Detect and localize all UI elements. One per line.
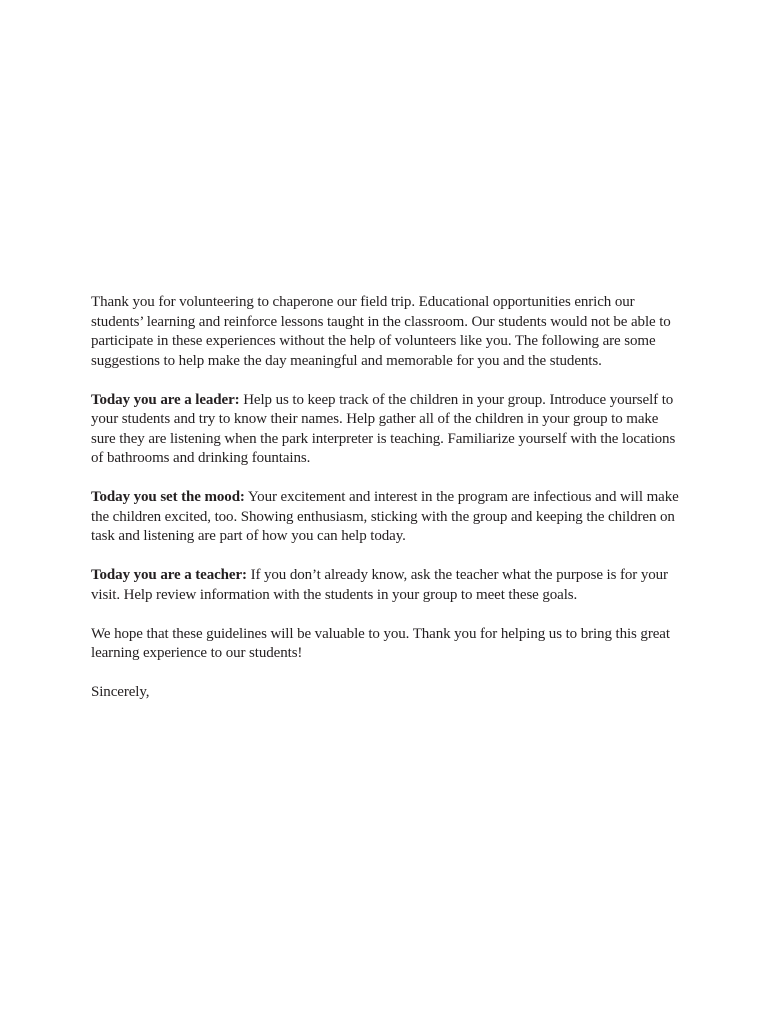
leader-text: Help us to keep track of the children in your group. Introduce yourself to your students and try to know their names. Help gather all of the children in your group to make sure they are listening when the park interpreter is teaching. Familiarize yourself with the locations of bathrooms and drinking fountains. (91, 391, 676, 466)
mood-paragraph (91, 488, 681, 547)
signoff: Sincerely, (91, 684, 150, 700)
intro-paragraph: Thank you for volunteering to chaperone our field trip. Educational opportunities enrich our students’ learning and reinforce lessons taught in the classroom. Our students would not be able to participate in these experiences without the help of volunteers like you. The following are some suggestions to help make the day meaningful and memorable for you and the students. (91, 294, 671, 369)
mood-heading: Today you set the mood: (91, 489, 245, 505)
mood-text: Your excitement and interest in the program are infectious and will make the children excited, too. Showing enthusiasm, sticking with the group and keeping the children on task and listening are part of how you can help today. (91, 489, 679, 544)
teacher-paragraph (91, 566, 681, 605)
teacher-text: If you don’t already know, ask the teacher what the purpose is for your visit. Help review information with the students in your group to meet these goals. (91, 567, 668, 603)
letter-body (91, 293, 681, 722)
closing-paragraph: We hope that these guidelines will be valuable to you. Thank you for helping us to bring this great learning experience to our students! (91, 625, 670, 661)
leader-heading: Today you are a leader: (91, 391, 240, 408)
teacher-heading: Today you are a teacher: (91, 567, 247, 583)
leader-paragraph (91, 391, 681, 469)
